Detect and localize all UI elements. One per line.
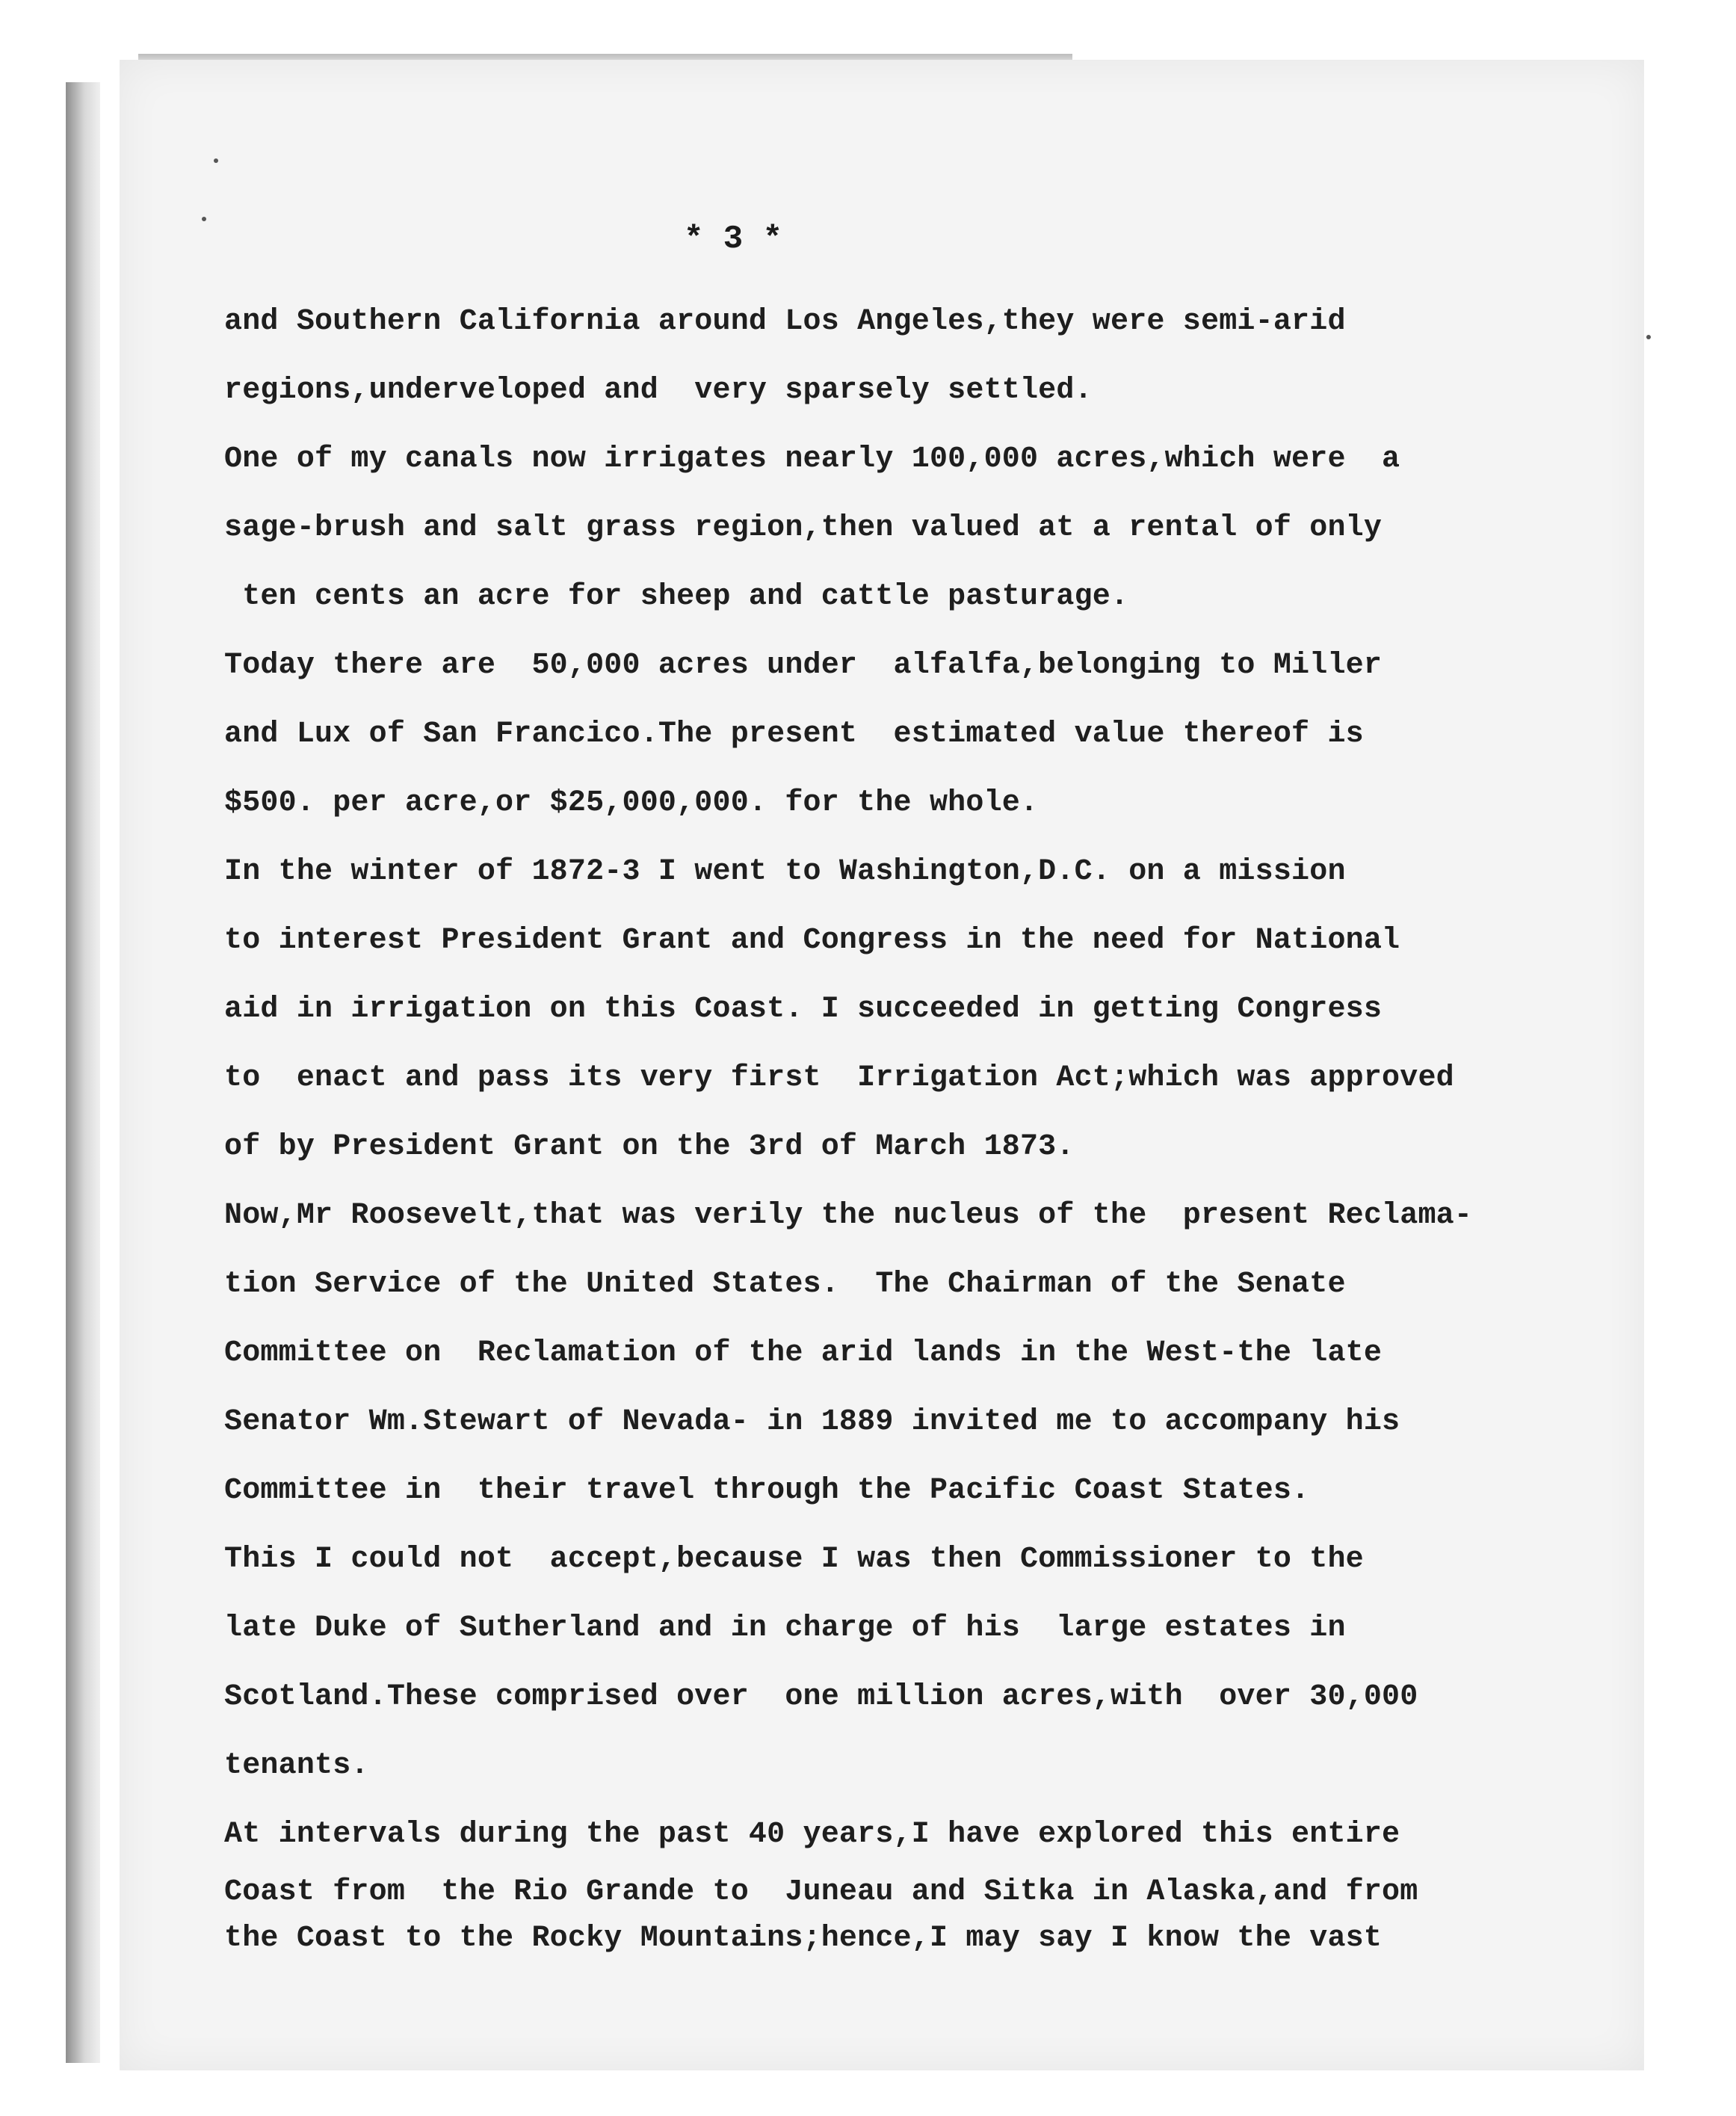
text-line: Committee in their travel through the Pacific Coast States. [224,1474,1310,1508]
page-edge-shadow-left [66,82,100,2063]
text-line: Coast from the Rio Grande to Juneau and Sitka in Alaska,and from [224,1875,1418,1909]
text-line: and Lux of San Francico.The present estimated value thereof is [224,718,1364,751]
text-line: One of my canals now irrigates nearly 100,000 acres,which were a [224,442,1400,476]
text-line: aid in irrigation on this Coast. I succeeded in getting Congress [224,993,1383,1026]
paper-speck [1646,335,1651,339]
text-line: In the winter of 1872-3 I went to Washington,D.C. on a mission [224,855,1346,889]
text-line: sage-brush and salt grass region,then valued at a rental of only [224,511,1383,545]
page-number: * 3 * [684,220,783,258]
text-line: to enact and pass its very first Irrigation Act;which was approved [224,1061,1454,1095]
text-line: At intervals during the past 40 years,I have explored this entire [224,1818,1400,1851]
paper-speck [202,217,206,221]
text-line: late Duke of Sutherland and in charge of his large estates in [224,1611,1346,1645]
text-line: of by President Grant on the 3rd of March 1873. [224,1130,1075,1164]
text-line: Senator Wm.Stewart of Nevada- in 1889 invited me to accompany his [224,1405,1400,1439]
paper-speck [214,158,218,163]
text-line: Committee on Reclamation of the arid lands in the West-the late [224,1336,1383,1370]
text-line: This I could not accept,because I was then Commissioner to the [224,1543,1364,1576]
text-line: to interest President Grant and Congress in the need for National [224,924,1400,957]
text-line: Now,Mr Roosevelt,that was verily the nucleus of the present Reclama- [224,1199,1473,1233]
typed-letter-body [224,288,1629,1962]
text-line: Today there are 50,000 acres under alfalfa,belonging to Miller [224,649,1383,682]
text-line: and Southern California around Los Angeles,they were semi-arid [224,305,1346,339]
text-line: regions,underveloped and very sparsely settled. [224,374,1093,407]
text-line: $500. per acre,or $25,000,000. for the whole. [224,786,1039,820]
text-line: the Coast to the Rocky Mountains;hence,I may say I know the vast [224,1922,1383,1955]
text-line: ten cents an acre for sheep and cattle pasturage. [224,580,1129,614]
text-line: tenants. [224,1749,369,1783]
text-line: Scotland.These comprised over one million acres,with over 30,000 [224,1680,1418,1714]
text-line: tion Service of the United States. The Chairman of the Senate [224,1268,1346,1301]
